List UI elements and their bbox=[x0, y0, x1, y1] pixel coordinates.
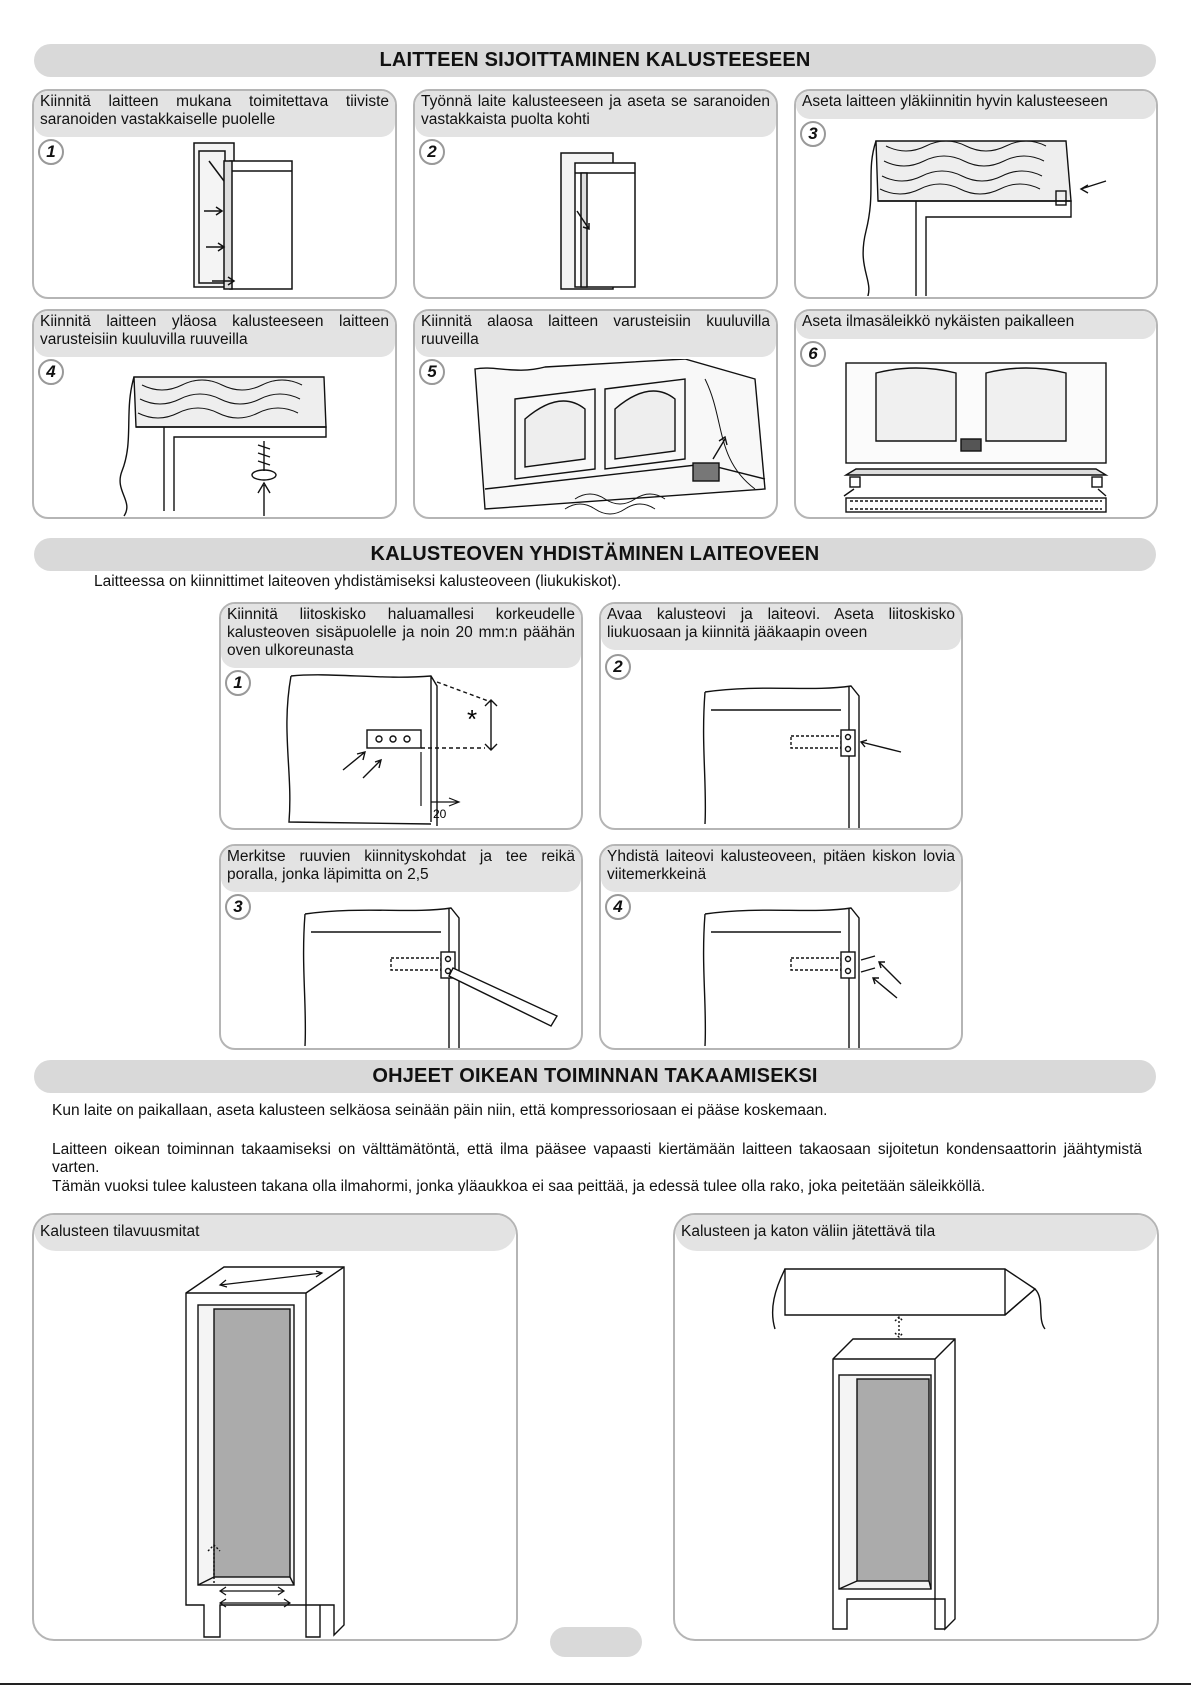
step-card-4 bbox=[32, 309, 397, 519]
step-card-5 bbox=[413, 309, 778, 519]
door-step-card-2 bbox=[599, 602, 963, 830]
top-bracket-illustration bbox=[836, 131, 1136, 296]
fridge-seal-illustration bbox=[154, 141, 324, 293]
step-text: Merkitse ruuvien kiinnityskohdat ja tee reikä poralla, jonka läpimitta on 2,5 bbox=[227, 848, 575, 883]
operation-paragraph-1: Kun laite on paikallaan, aseta kalusteen selkäosa seinään päin niin, että kompressoriosaan ei pääse koskemaan. bbox=[52, 1102, 828, 1119]
step-text: Kiinnitä alaosa laitteen varusteisiin kuuluvilla ruuveilla bbox=[421, 313, 770, 348]
step-number: 3 bbox=[225, 894, 251, 920]
ceiling-clearance-illustration bbox=[765, 1259, 1065, 1641]
step-text: Kiinnitä liitoskisko haluamallesi korkeudelle kalusteoven sisäpuolelle ja noin 20 mm:n päähän oven ulkoreunasta bbox=[227, 606, 575, 659]
step-text: Kiinnitä laitteen mukana toimitettava tiiviste saranoiden vastakkaiselle puolelle bbox=[40, 93, 389, 128]
connect-door-illustration bbox=[701, 906, 951, 1050]
step-number: 1 bbox=[225, 670, 251, 696]
step-number: 4 bbox=[38, 359, 64, 385]
step-card-6 bbox=[794, 309, 1158, 519]
distance-label: 20 bbox=[433, 807, 447, 821]
drill-illustration bbox=[301, 906, 571, 1050]
step-number: 1 bbox=[38, 139, 64, 165]
ceiling-clearance-card bbox=[673, 1213, 1159, 1641]
step-number: 2 bbox=[605, 654, 631, 680]
step-number: 5 bbox=[419, 359, 445, 385]
door-step-card-3 bbox=[219, 844, 583, 1050]
card-title: Kalusteen ja katon väliin jätettävä tila bbox=[681, 1223, 936, 1240]
step-card-1 bbox=[32, 89, 397, 299]
step-number: 6 bbox=[800, 341, 826, 367]
step-text: Aseta ilmasäleikkö nykäisten paikalleen bbox=[802, 313, 1075, 330]
step-card-3 bbox=[794, 89, 1158, 299]
fridge-push-illustration bbox=[555, 151, 675, 291]
rail-position-illustration bbox=[281, 672, 571, 828]
section-title-door: KALUSTEOVEN YHDISTÄMINEN LAITEOVEEN bbox=[34, 538, 1156, 571]
operation-paragraph-2: Laitteen oikean toiminnan takaamiseksi on välttämätöntä, että ilma pääsee vapaasti kiertämään laitteen takaosaan sijoitetun kondensaattorin jäähtymistä varten. bbox=[52, 1141, 1142, 1176]
height-star-label: * bbox=[467, 704, 478, 734]
step-text: Kiinnitä laitteen yläosa kalusteeseen laitteen varusteisiin kuuluvilla ruuveilla bbox=[40, 313, 389, 348]
rail-slide-illustration bbox=[701, 684, 951, 829]
door-step-card-4 bbox=[599, 844, 963, 1050]
cabinet-dimensions-card bbox=[32, 1213, 518, 1641]
vent-grille-illustration bbox=[836, 361, 1136, 516]
step-text: Työnnä laite kalusteeseen ja aseta se saranoiden vastakkaista puolta kohti bbox=[421, 93, 770, 128]
step-text: Yhdistä laiteovi kalusteoveen, pitäen kiskon lovia viitemerkkeinä bbox=[607, 848, 955, 883]
section-title-installation: LAITTEEN SIJOITTAMINEN KALUSTEESEEN bbox=[34, 44, 1156, 77]
section-title-operation: OHJEET OIKEAN TOIMINNAN TAKAAMISEKSI bbox=[34, 1060, 1156, 1093]
step-text: Aseta laitteen yläkiinnitin hyvin kalusteeseen bbox=[802, 93, 1108, 110]
cabinet-dimensions-illustration bbox=[184, 1265, 384, 1641]
step-number: 2 bbox=[419, 139, 445, 165]
top-screw-illustration bbox=[114, 371, 354, 519]
step-text: Avaa kalusteovi ja laiteovi. Aseta liitoskisko liukuosaan ja kiinnitä jääkaapin oveen bbox=[607, 606, 955, 641]
section2-intro: Laitteessa on kiinnittimet laiteoven yhdistämiseksi kalusteoveen (liukukiskot). bbox=[94, 573, 622, 590]
page-number-pill bbox=[550, 1627, 642, 1657]
step-number: 3 bbox=[800, 121, 826, 147]
step-number: 4 bbox=[605, 894, 631, 920]
operation-paragraph-3: Tämän vuoksi tulee kalusteen takana olla ilmahormi, jonka yläaukkoa ei saa peittää, ja edessä tulee olla rako, joka peitetään säleikköllä. bbox=[52, 1178, 986, 1195]
door-step-card-1 bbox=[219, 602, 583, 830]
step-card-2 bbox=[413, 89, 778, 299]
card-title: Kalusteen tilavuusmitat bbox=[40, 1223, 200, 1240]
bottom-screw-illustration bbox=[455, 359, 775, 519]
